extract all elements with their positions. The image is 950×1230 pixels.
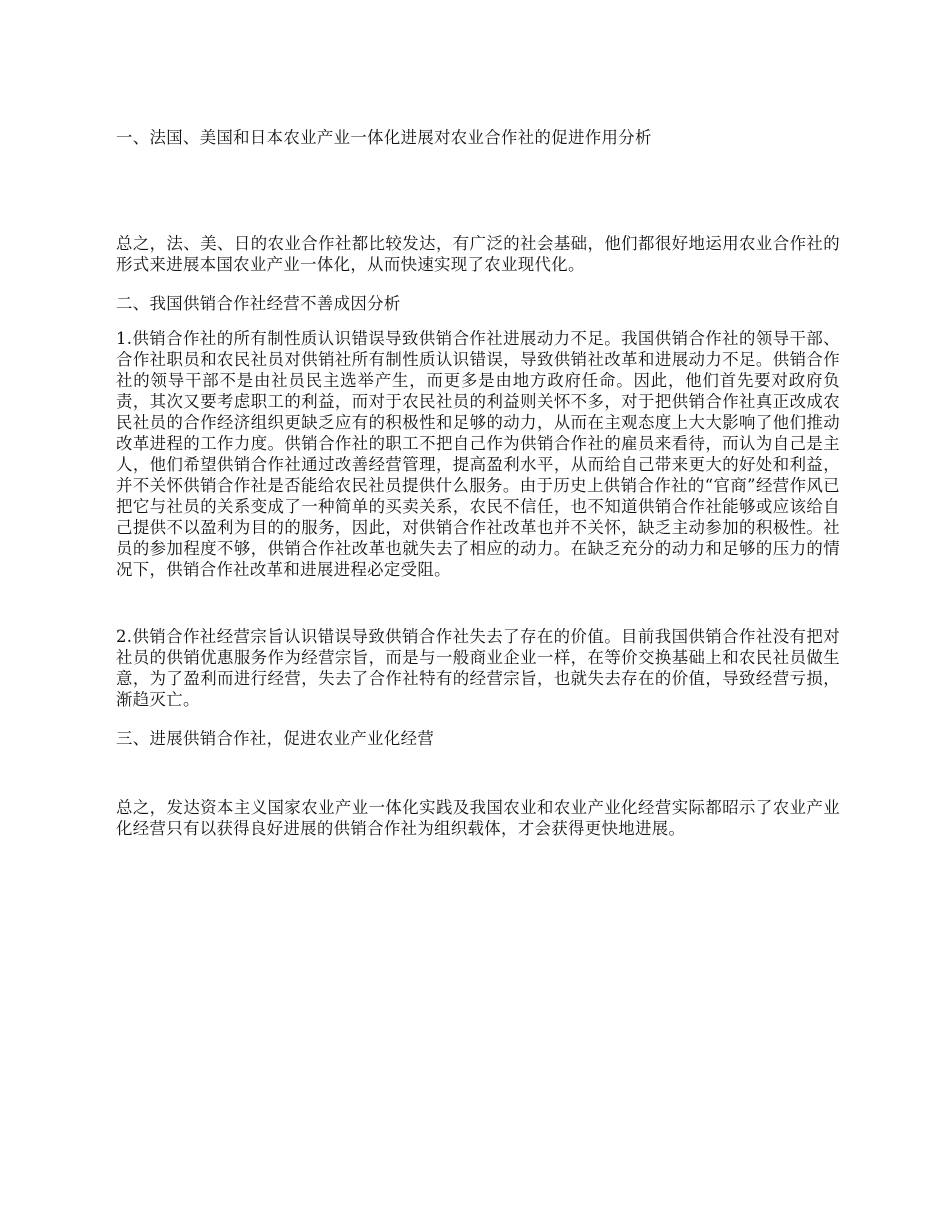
section-3-summary-paragraph: 总之，发达资本主义国家农业产业一体化实践及我国农业和农业产业化经营实际都昭示了农业产业化经营只有以获得良好进展的供销合作社为组织载体，才会获得更快地进展。	[116, 798, 840, 838]
section-heading-1: 一、法国、美国和日本农业产业一体化进展对农业合作社的促进作用分析	[116, 128, 652, 147]
section-1-summary-paragraph: 总之，法、美、日的农业合作社都比较发达，有广泛的社会基础，他们都很好地运用农业合作社的形式来进展本国农业产业一体化，从而快速实现了农业现代化。	[116, 234, 840, 274]
section-heading-3: 三、进展供销合作社，促进农业产业化经营	[116, 729, 435, 748]
section-heading-2: 二、我国供销合作社经营不善成因分析	[116, 294, 401, 313]
section-2-paragraph-2: 2.供销合作社经营宗旨认识错误导致供销合作社失去了存在的价值。目前我国供销合作社没有把对社员的供销优惠服务作为经营宗旨，而是与一般商业企业一样，在等价交换基础上和农民社员做生意，为了盈利而进行经营，失去了合作社特有的经营宗旨，也就失去存在的价值，导致经营亏损，渐趋灭亡。	[116, 627, 840, 709]
section-2-paragraph-1: 1.供销合作社的所有制性质认识错误导致供销合作社进展动力不足。我国供销合作社的领导干部、合作社职员和农民社员对供销社所有制性质认识错误，导致供销社改革和进展动力不足。供销合作社的领导干部不是由社员民主选举产生，而更多是由地方政府任命。因此，他们首先要对政府负责，其次又要考虑职工的利益，而对于农民社员的利益则关怀不多，对于把供销合作社真正改成农民社员的合作经济组织更缺乏应有的积极性和足够的动力，从而在主观态度上大大影响了他们推动改革进程的工作力度。供销合作社的职工不把自己作为供销合作社的雇员来看待，而认为自己是主人，他们希望供销合作社通过改善经营管理，提高盈利水平，从而给自己带来更大的好处和利益，并不关怀供销合作社是否能给农民社员提供什么服务。由于历史上供销合作社的“官商”经营作风已把它与社员的关系变成了一种简单的买卖关系，农民不信任，也不知道供销合作社能够或应该给自己提供不以盈利为目的的服务，因此，对供销合作社改革也并不关怀，缺乏主动参加的积极性。社员的参加程度不够，供销合作社改革也就失去了相应的动力。在缺乏充分的动力和足够的压力的情况下，供销合作社改革和进展进程必定受阻。	[116, 329, 840, 579]
